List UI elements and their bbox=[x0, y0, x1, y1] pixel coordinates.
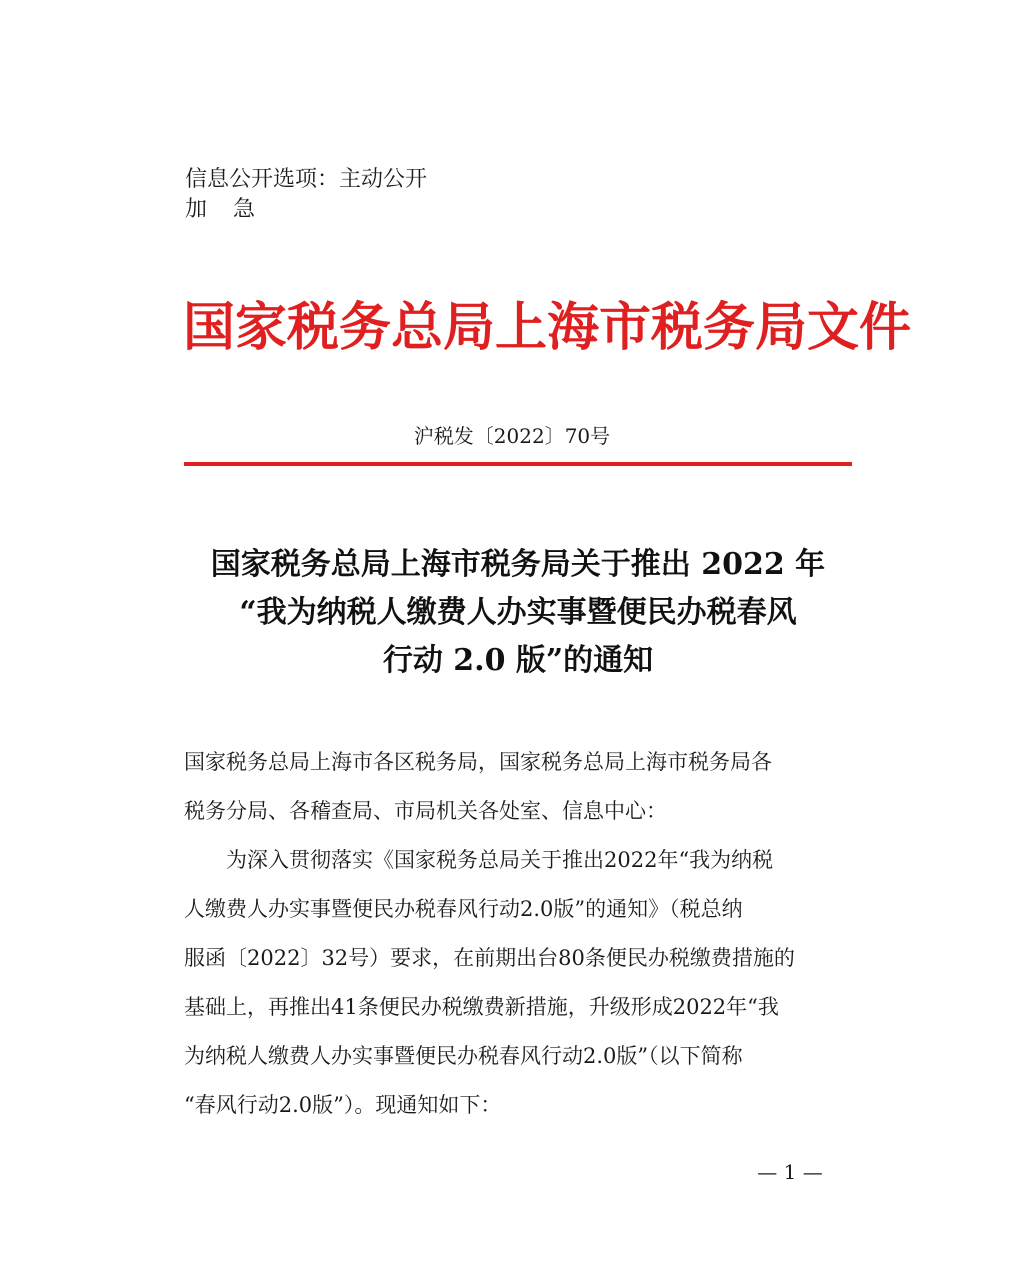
paragraph-line: 服函〔2022〕32号）要求，在前期出台80条便民办税缴费措施的 bbox=[184, 946, 795, 970]
paragraph-line: “春风行动2.0版”）。现通知如下： bbox=[184, 1093, 502, 1117]
paragraph-line: 人缴费人办实事暨便民办税春风行动2.0版”的通知》（税总纳 bbox=[184, 897, 743, 921]
red-divider-line bbox=[184, 462, 852, 466]
addressee-line: 税务分局、各稽查局、市局机关各处室、信息中心： bbox=[184, 799, 667, 823]
paragraph-line: 基础上，再推出41条便民办税缴费新措施，升级形成2022年“我 bbox=[184, 995, 779, 1019]
paragraph-line: 为纳税人缴费人办实事暨便民办税春风行动2.0版”（以下简称 bbox=[184, 1044, 743, 1068]
body-paragraph bbox=[184, 836, 856, 1130]
disclosure-option: 信息公开选项：主动公开 bbox=[185, 167, 428, 192]
document-number: 沪税发〔2022〕70号 bbox=[413, 424, 611, 448]
notice-title-line: “我为纳税人缴费人办实事暨便民办税春风 bbox=[239, 595, 797, 630]
notice-title bbox=[180, 541, 856, 685]
issuer-title: 国家税务总局上海市税务局文件 bbox=[183, 297, 912, 358]
notice-title-line: 行动 2.0 版”的通知 bbox=[382, 643, 654, 678]
notice-title-line: 国家税务总局上海市税务局关于推出 2022 年 bbox=[210, 547, 826, 582]
urgency-label: 加 急 bbox=[185, 197, 258, 222]
addressee-block bbox=[184, 738, 856, 836]
paragraph-line: 为深入贯彻落实《国家税务总局关于推出2022年“我为纳税 bbox=[226, 848, 774, 872]
page-number: — 1 — bbox=[757, 1160, 823, 1184]
addressee-line: 国家税务总局上海市各区税务局，国家税务总局上海市税务局各 bbox=[184, 750, 772, 774]
